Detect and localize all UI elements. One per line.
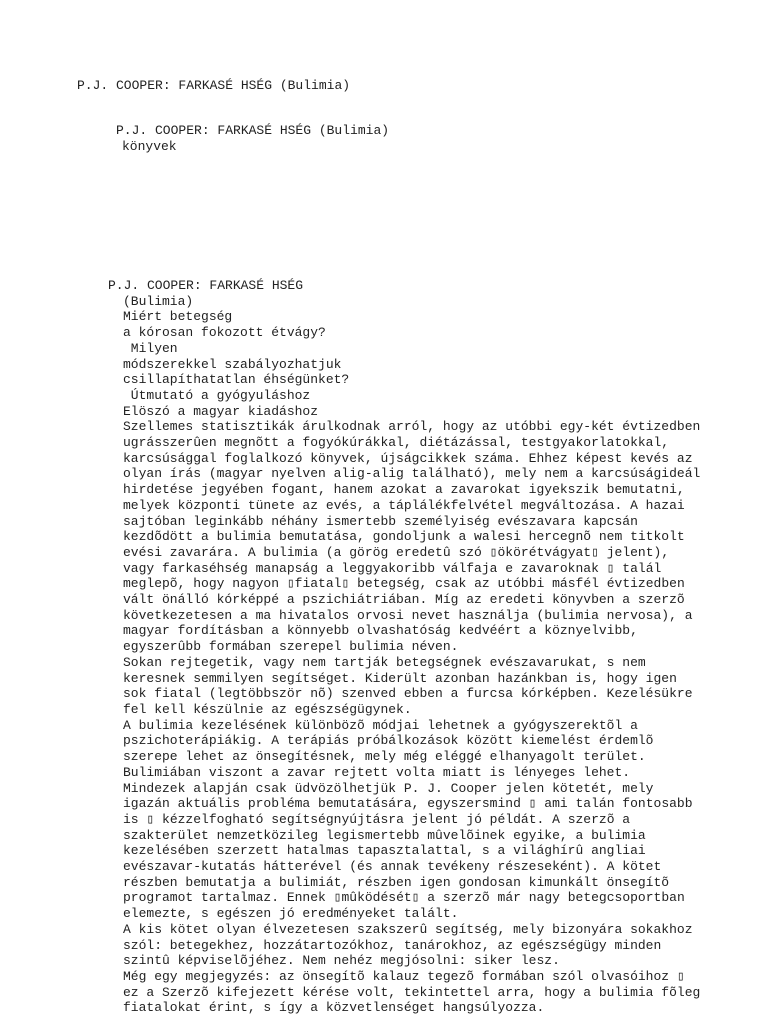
- document-body: [108, 278, 708, 1016]
- body-text: [108, 294, 708, 1016]
- body-line: evészavar-kutatás hátterével (és annak tevékeny részeseként). A kötet: [123, 859, 662, 875]
- body-line: Szellemes statisztikák árulkodnak arról, hogy az utóbbi egy-két évtizedben: [123, 419, 701, 435]
- body-line: Mindezek alapján csak üdvözölhetjük P. J. Cooper jelen kötetét, mely: [123, 780, 654, 796]
- document-subheader: [116, 123, 389, 155]
- body-line: egyszerûbb formában szerepel bulimia néven.: [123, 639, 459, 655]
- body-line: kezelésében szerzett hatalmas tapasztalattal, s a világhírû angliai: [123, 843, 646, 859]
- body-line: ugrásszerûen megnõtt a fogyókúrákkal, diétázással, testgyakorlatokkal,: [123, 435, 670, 451]
- body-line: elemezte, s egészen jó eredményeket talált.: [123, 906, 459, 922]
- body-line: A bulimia kezelésének különbözõ módjai lehetnek a gyógyszerektõl a: [123, 717, 638, 733]
- body-line: evési zavarára. A bulimia (a görög eredetû szó ▯ökörétvágyat▯ jelent),: [123, 544, 670, 560]
- body-line: hirdetése jegyében fogant, hanem azokat a zavarokat igyekszik bemutatni,: [123, 482, 685, 498]
- body-line: melyek központi tünete az evés, a táplálékfelvétel megváltozása. A hazai: [123, 497, 685, 513]
- body-line: meglepõ, hogy nagyon ▯fiatal▯ betegség, csak az utóbbi másfél évtizedben: [123, 576, 685, 592]
- body-line: vált önálló kórképpé a pszichiátriában. Míg az eredeti könyvben a szerzõ: [123, 592, 685, 608]
- body-line: olyan írás (magyar nyelven alig-alig található), mely nem a karcsúságideál: [123, 466, 701, 482]
- body-line: A kis kötet olyan élvezetesen szakszerû segítség, mely bizonyára sokakhoz: [123, 921, 693, 937]
- document-header-title: P.J. COOPER: FARKASÉ HSÉG (Bulimia): [77, 78, 351, 93]
- body-line: Elöszó a magyar kiadáshoz: [123, 403, 319, 419]
- body-line: Útmutató a gyógyuláshoz: [123, 387, 311, 403]
- body-line: fel kell készülnie az egészségügynek.: [123, 701, 412, 717]
- body-line: keresnek semmilyen segítséget. Kiderült azonban hazánkban is, hogy igen: [123, 670, 677, 686]
- body-line: szerepe lehet az önsegítésnek, mely még eléggé elhanyagolt terület.: [123, 749, 646, 765]
- body-line: is ▯ kézzelfogható segítségnyújtásra jelent jó példát. A szerzõ a: [123, 811, 631, 827]
- subheader-title: P.J. COOPER: FARKASÉ HSÉG (Bulimia): [116, 123, 390, 138]
- body-line: kezdõdött a bulimia bemutatása, gondoljunk a walesi hercegnõ nem titkolt: [123, 529, 685, 545]
- body-line: Miért betegség: [123, 309, 233, 325]
- body-line: programot tartalmaz. Ennek ▯mûködését▯ a szerzõ már nagy betegcsoportban: [123, 890, 685, 906]
- body-line: Bulimiában viszont a zavar rejtett volta miatt is lényeges lehet.: [123, 764, 631, 780]
- body-line: módszerekkel szabályozhatjuk: [123, 356, 342, 372]
- body-line: következetesen a ma hivatalos orvosi nevet használja (bulimia nervosa), a: [123, 607, 693, 623]
- body-line: szakterület nemzetközileg legismertebb mûvelõinek egyike, a bulimia: [123, 827, 646, 843]
- body-line: pszichoterápiákig. A terápiás próbálkozások között kiemelést érdemlõ: [123, 733, 654, 749]
- body-line: Még egy megjegyzés: az önsegítõ kalauz tegezõ formában szól olvasóihoz ▯: [123, 968, 685, 984]
- body-line: a kórosan fokozott étvágy?: [123, 325, 326, 341]
- body-line: szól: betegekhez, hozzátartozókhoz, tanárokhoz, az egészségügy minden: [123, 937, 662, 953]
- body-line: (Bulimia): [123, 293, 194, 309]
- body-line: fiatalokat érint, s így a közvetlenséget hangsúlyozza.: [123, 1000, 545, 1016]
- body-line: karcsúsággal foglalkozó könyvek, újságcikkek száma. Ehhez képest kevés az: [123, 450, 693, 466]
- body-line: igazán aktuális probléma bemutatására, egyszersmind ▯ ami talán fontosabb: [123, 796, 693, 812]
- body-line: részben bemutatja a bulimiát, részben igen gondosan kimunkált önsegítõ: [123, 874, 670, 890]
- body-line: csillapíthatatlan éhségünket?: [123, 372, 350, 388]
- body-line: Sokan rejtegetik, vagy nem tartják betegségnek evészavarukat, s nem: [123, 654, 646, 670]
- body-line: ez a Szerzõ kifejezett kérése volt, tekintettel arra, hogy a bulimia fõleg: [123, 984, 701, 1000]
- body-line: magyar fordításban a könnyebb olvashatóság kedvéért a köznyelvibb,: [123, 623, 638, 639]
- body-line: sok fiatal (legtöbbször nõ) szenved ebben a furcsa kórképben. Kezelésükre: [123, 686, 693, 702]
- body-line: szintû képviselõjéhez. Nem nehéz megjósolni: siker lesz.: [123, 953, 560, 969]
- body-line: vagy farkaséhség manapság a leggyakoribb válfaja e zavaroknak ▯ talál: [123, 560, 662, 576]
- body-line: Milyen: [123, 340, 178, 356]
- body-title: P.J. COOPER: FARKASÉ HSÉG: [108, 278, 304, 293]
- subheader-category: könyvek: [122, 139, 177, 154]
- body-line: sajtóban leginkább néhány ismertebb személyiség evészavara kapcsán: [123, 513, 638, 529]
